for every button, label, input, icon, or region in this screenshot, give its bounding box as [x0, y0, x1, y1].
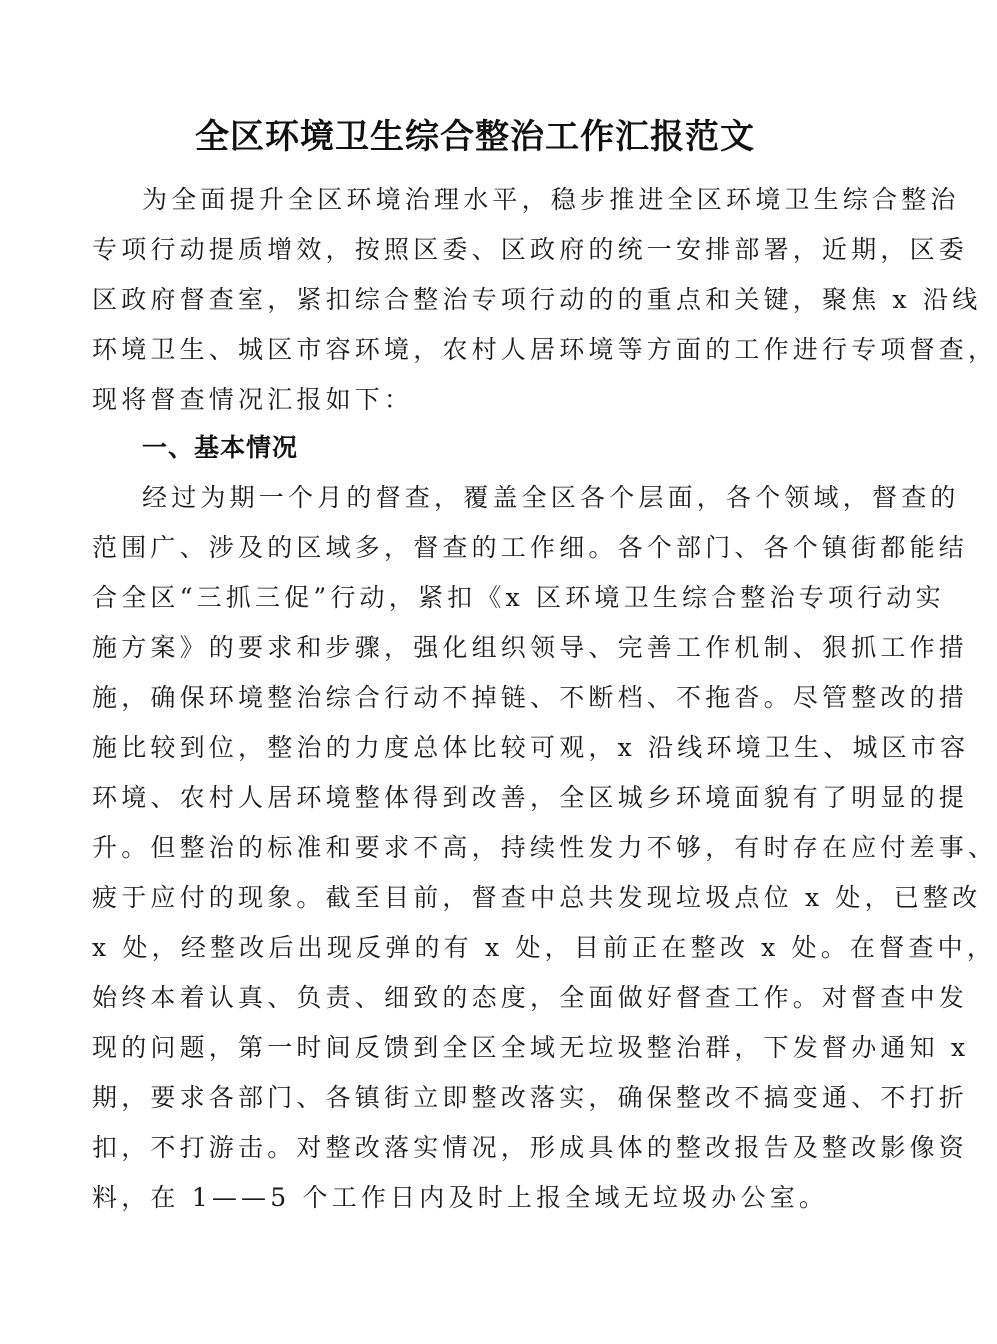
- intro-line: 专项行动提质增效，按照区委、区政府的统一安排部署，近期，区委: [92, 235, 969, 264]
- document-title: 全区环境卫生综合整治工作汇报范文: [195, 117, 755, 157]
- body-line: x 处，经整改后出现反弹的有 x 处，目前正在整改 x 处。在督查中，: [92, 933, 997, 962]
- body-line: 经过为期一个月的督查，覆盖全区各个层面，各个领域，督查的: [142, 483, 960, 512]
- body-line: 施方案》的要求和步骤，强化组织领导、完善工作机制、狠抓工作措: [92, 633, 969, 662]
- intro-line: 现将督查情况汇报如下：: [92, 385, 414, 414]
- body-line: 合全区“三抓三促”行动，紧扣《x 区环境卫生综合整治专项行动实: [92, 583, 945, 612]
- intro-line: 为全面提升全区环境治理水平，稳步推进全区环境卫生综合整治: [142, 185, 960, 214]
- body-line: 料，在 1——5 个工作日内及时上报全域无垃圾办公室。: [92, 1183, 829, 1212]
- intro-line: 区政府督查室，紧扣综合整治专项行动的的重点和关键，聚焦 x 沿线: [92, 285, 982, 314]
- body-line: 范围广、涉及的区域多，督查的工作细。各个部门、各个镇街都能结: [92, 533, 969, 562]
- body-line: 始终本着认真、负责、细致的态度，全面做好督查工作。对督查中发: [92, 983, 969, 1012]
- body-line: 施比较到位，整治的力度总体比较可观，x 沿线环境卫生、城区市容: [92, 733, 970, 762]
- section-heading: 一、基本情况: [142, 433, 299, 462]
- intro-line: 环境卫生、城区市容环境，农村人居环境等方面的工作进行专项督查，: [92, 335, 997, 364]
- body-line: 升。但整治的标准和要求不高，持续性发力不够，有时存在应付差事、: [92, 833, 997, 862]
- body-line: 现的问题，第一时间反馈到全区全域无垃圾整治群，下发督办通知 x: [92, 1033, 970, 1062]
- body-line: 施，确保环境整治综合行动不掉链、不断档、不拖沓。尽管整改的措: [92, 683, 969, 712]
- body-line: 疲于应付的现象。截至目前，督查中总共发现垃圾点位 x 处，已整改: [92, 883, 982, 912]
- body-line: 期，要求各部门、各镇街立即整改落实，确保整改不搞变通、不打折: [92, 1083, 969, 1112]
- body-line: 环境、农村人居环境整体得到改善，全区城乡环境面貌有了明显的提: [92, 783, 969, 812]
- body-line: 扣，不打游击。对整改落实情况，形成具体的整改报告及整改影像资: [92, 1133, 969, 1162]
